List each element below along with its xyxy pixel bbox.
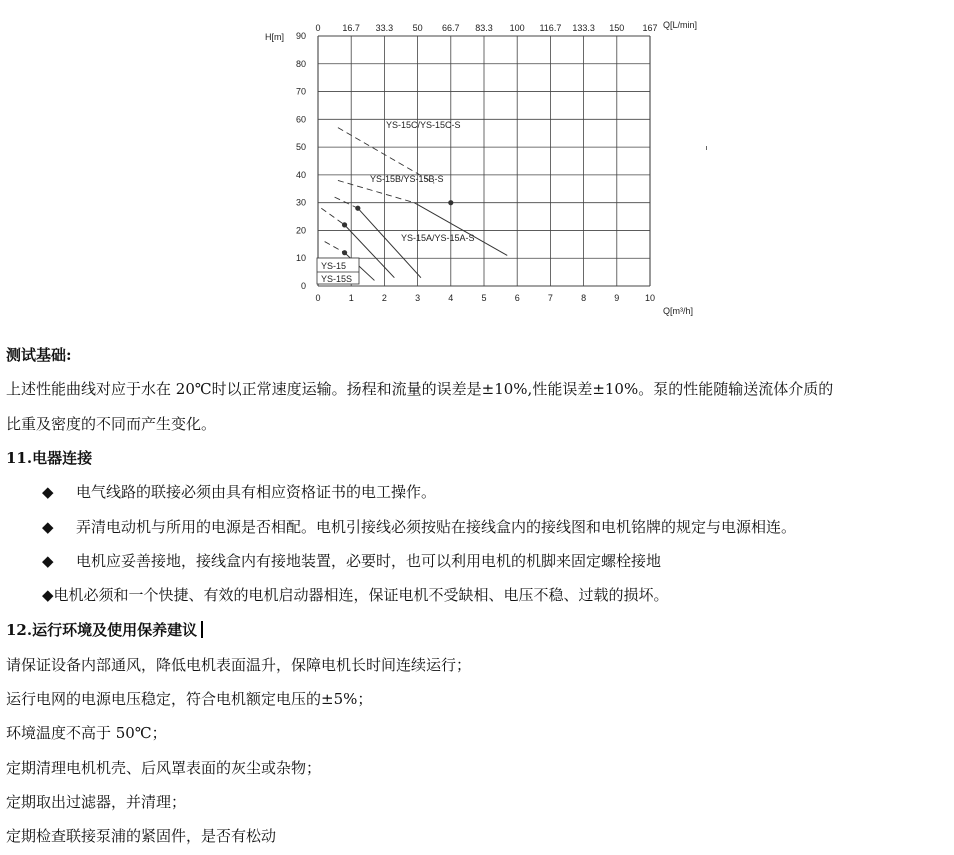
- text-cursor: [201, 621, 203, 638]
- x-tick-label: 4: [448, 293, 454, 303]
- x-tick-label: 2: [381, 293, 387, 303]
- y-tick-label: 50: [295, 142, 306, 153]
- recommendation-4: 定期清理电机机壳、后风罩表面的灰尘或杂物；: [6, 759, 322, 777]
- x2-tick-label: 33.3: [375, 23, 394, 33]
- bullet-item-4: ◆电机必须和一个快捷、有效的电机启动器相连，保证电机不受缺相、电压不稳、过载的损坏。: [42, 586, 669, 604]
- recommendation-3: 环境温度不高于 50℃；: [6, 724, 167, 742]
- x2-tick-label: 50: [412, 23, 423, 33]
- curve-marker: [342, 222, 347, 227]
- x-tick-label: 10: [644, 293, 656, 303]
- x-axis-label: Q[m³/h]: [663, 306, 694, 316]
- x2-tick-label: 116.7: [539, 23, 562, 33]
- y-tick-label: 30: [295, 197, 306, 208]
- bullet-icon: ◆: [42, 518, 54, 536]
- section-12-title: 12.运行环境及使用保养建议: [6, 620, 203, 640]
- y-tick-label: 80: [295, 58, 306, 69]
- y-tick-label: 10: [295, 253, 306, 264]
- x-tick-label: 0: [315, 293, 321, 303]
- bullet-icon: ◆: [42, 483, 54, 501]
- x2-axis-label: Q[L/min]: [663, 20, 698, 30]
- test-basis-line-1: 上述性能曲线对应于水在 20℃时以正常速度运输。扬程和流量的误差是±10%,性能误差±10%。泵的性能随输送流体介质的: [6, 380, 834, 398]
- y-tick-label: 20: [295, 225, 306, 236]
- x-tick-label: 7: [547, 293, 553, 303]
- curve-label-ys15: YS-15: [321, 261, 347, 271]
- recommendation-6: 定期检查联接泵浦的紧固件，是否有松动: [6, 827, 277, 845]
- bullet-icon: ◆: [42, 586, 54, 604]
- x2-tick-label: 150: [609, 23, 625, 33]
- x2-tick-label: 133.3: [572, 23, 595, 33]
- curve-dashed-segment: [321, 208, 344, 225]
- curve-dashed-segment: [325, 242, 345, 253]
- curve-solid-segment: [414, 203, 507, 256]
- x-tick-label: 3: [415, 293, 421, 303]
- y-axis-label: H[m]: [265, 32, 284, 42]
- x-tick-label: 9: [614, 293, 620, 303]
- test-basis-title: 测试基础:: [6, 346, 72, 364]
- bullet-item-2: ◆ 弄清电动机与所用的电源是否相配。电机引接线必须按贴在接线盒内的接线图和电机铭牌的规定与电源相连。: [42, 518, 797, 536]
- y-tick-label: 60: [295, 114, 306, 125]
- bullet-item-1: ◆ 电气线路的联接必须由具有相应资格证书的电工操作。: [42, 483, 437, 501]
- bullet-item-3: ◆ 电机应妥善接地，接线盒内有接地装置，必要时，也可以利用电机的机脚来固定螺栓接地: [42, 552, 662, 570]
- recommendation-5: 定期取出过滤器，并清理；: [6, 793, 187, 811]
- bullet-icon: ◆: [42, 552, 54, 570]
- section-11-title: 11.电器连接: [6, 449, 93, 467]
- x2-tick-label: 66.7: [442, 23, 460, 33]
- curve-label-b: YS-15B/YS-15B-S: [370, 174, 444, 184]
- x-tick-label: 1: [348, 293, 354, 303]
- x-tick-label: 8: [581, 293, 587, 303]
- curve-label-a: YS-15A/YS-15A-S: [401, 233, 475, 243]
- recommendation-2: 运行电网的电源电压稳定，符合电机额定电压的±5%；: [6, 690, 373, 708]
- pump-performance-chart: [255, 10, 705, 320]
- x-tick-label: 5: [481, 293, 487, 303]
- x2-tick-label: 16.7: [342, 23, 360, 33]
- y-tick-label: 40: [295, 169, 306, 180]
- x2-tick-label: 167: [642, 23, 658, 33]
- test-basis-line-2: 比重及密度的不同而产生变化。: [6, 415, 217, 433]
- curve-marker: [448, 200, 453, 205]
- chart-curves: [321, 128, 507, 281]
- curve-label-box-ys15: [317, 258, 359, 284]
- chart-grid: [318, 36, 650, 286]
- x2-tick-label: 0: [315, 23, 321, 33]
- x2-tick-label: 100: [509, 23, 525, 33]
- curve-marker: [355, 206, 360, 211]
- y-tick-label: 90: [295, 31, 306, 41]
- y-tick-label: 0: [300, 281, 306, 291]
- y-tick-label: 70: [295, 86, 306, 97]
- curve-label-ys15s: YS-15S: [321, 274, 353, 284]
- recommendation-1: 请保证设备内部通风，降低电机表面温升，保障电机长时间连续运行；: [6, 656, 472, 674]
- stray-mark: [706, 146, 707, 150]
- curve-marker: [342, 250, 347, 255]
- x2-tick-label: 83.3: [475, 23, 493, 33]
- x-tick-label: 6: [514, 293, 520, 303]
- curve-label-c: YS-15C/YS-15C-S: [386, 120, 461, 130]
